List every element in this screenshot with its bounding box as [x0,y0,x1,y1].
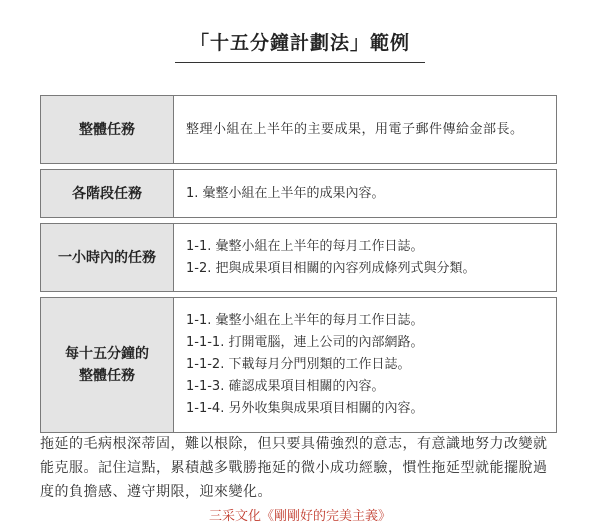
source-credit: 三采文化《剛剛好的完美主義》 [208,509,391,524]
heading-line: 整體任務 [79,368,135,384]
row-content [174,224,557,292]
content-line: 1-1-3. 確認成果項目相關的內容。 [186,379,385,394]
row-heading: 一小時內的任務 [41,224,174,292]
content-line: 1-2. 把與成果項目相關的內容列成條列式與分類。 [186,260,476,276]
content-line: 1-1-2. 下載每月分門別類的工作日誌。 [186,357,411,372]
row-content [174,170,557,218]
table-row-overall [41,96,557,164]
content-line: 1-1. 彙整小組在上半年的每月工作日誌。 [186,313,424,328]
row-content [174,298,557,433]
content-line: 1. 彙整小組在上半年的成果內容。 [186,185,385,201]
title-underline [175,62,425,63]
content-text: 整理小組在上半年的主要成果，用電子郵件傳給金部長。 [186,121,524,137]
content-line: 1-1. 彙整小組在上半年的每月工作日誌。 [186,238,424,254]
body-paragraph: 拖延的毛病根深蒂固，難以根除，但只要具備強烈的意志，有意識地努力改變就能克服。記住這點，累積越多戰勝拖延的微小成功經驗，慣性拖延型就能擺脫過度的負擔感、遵守期限，迎來變化。 [40,436,548,500]
row-content [174,96,557,164]
table-row-stage [41,170,557,218]
row-heading [41,298,174,433]
table-row-fifteen-min [41,298,557,433]
content-line: 1-1-4. 另外收集與成果項目相關的內容。 [186,401,424,416]
page-title: 「十五分鐘計劃法」範例 [189,32,410,54]
row-heading: 整體任務 [41,96,174,164]
content-line: 1-1-1. 打開電腦，連上公司的內部網路。 [186,335,424,350]
table-row-hour [41,224,557,292]
plan-table [40,95,557,433]
heading-line: 每十五分鐘的 [65,346,149,362]
row-heading: 各階段任務 [41,170,174,218]
